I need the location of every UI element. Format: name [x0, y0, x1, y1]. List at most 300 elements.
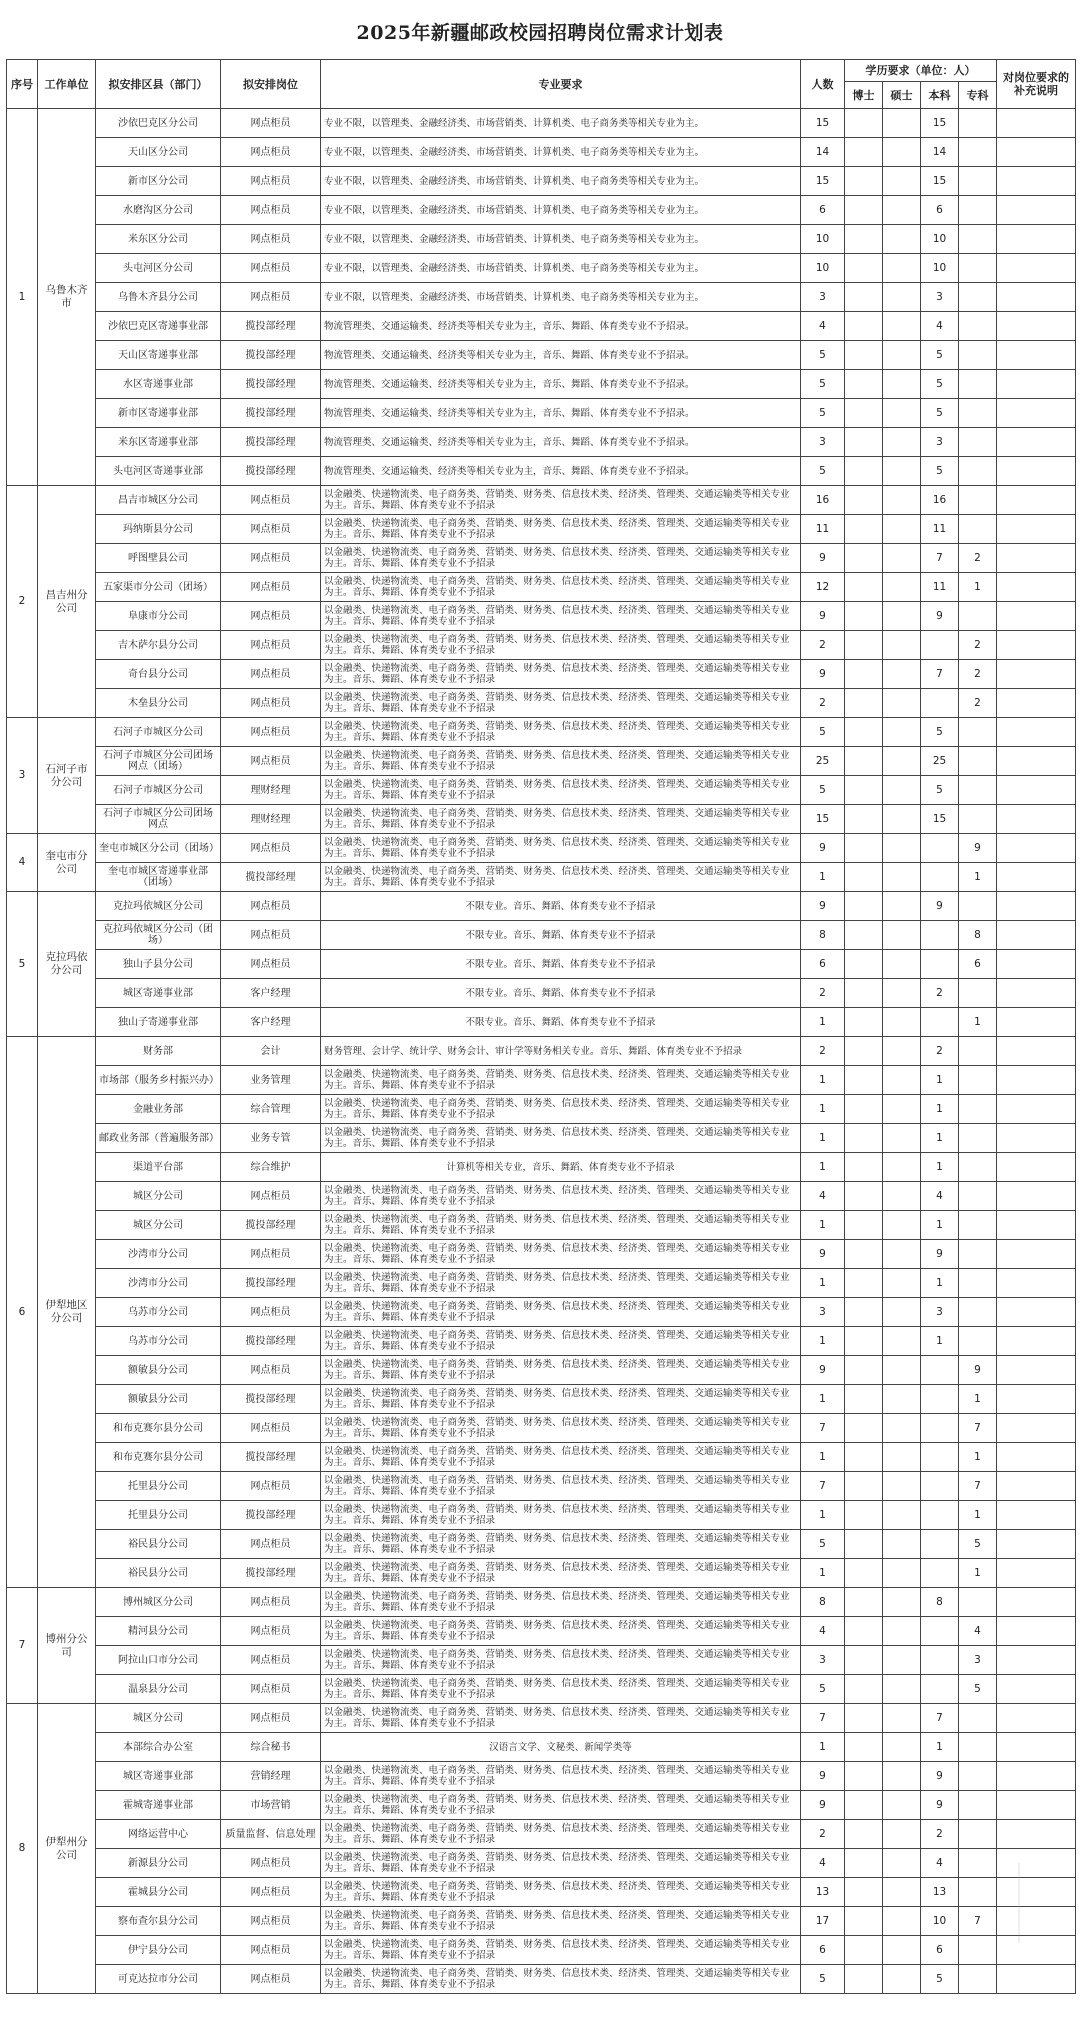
table-row — [7, 1182, 1076, 1211]
row-college — [959, 1704, 997, 1733]
row-bachelor: 25 — [921, 747, 959, 776]
row-college: 8 — [959, 921, 997, 950]
row-post: 网点柜员 — [221, 950, 321, 979]
row-seq: 3 — [7, 718, 38, 834]
row-note — [997, 1385, 1076, 1414]
row-dept: 网络运营中心 — [96, 1820, 221, 1849]
row-unit: 奎屯市分公司 — [38, 834, 96, 892]
row-note — [997, 1124, 1076, 1153]
row-phd — [845, 312, 883, 341]
row-note — [997, 428, 1076, 457]
row-college — [959, 1762, 997, 1791]
row-master — [883, 515, 921, 544]
row-college — [959, 1269, 997, 1298]
row-post: 网点柜员 — [221, 631, 321, 660]
row-bachelor — [921, 1646, 959, 1675]
row-college — [959, 399, 997, 428]
row-post: 网点柜员 — [221, 1646, 321, 1675]
row-post: 网点柜员 — [221, 834, 321, 863]
row-master — [883, 428, 921, 457]
row-count: 9 — [801, 544, 845, 573]
row-major: 计算机等相关专业，音乐、舞蹈、体育类专业不予招录 — [321, 1153, 801, 1182]
row-phd — [845, 1878, 883, 1907]
row-major: 以金融类、快递物流类、电子商务类、营销类、财务类、信息技术类、经济类、管理类、交通运输类等相关专业为主。音乐、舞蹈、体育类专业不予招录 — [321, 1559, 801, 1588]
row-master — [883, 631, 921, 660]
row-count: 7 — [801, 1414, 845, 1443]
row-phd — [845, 1559, 883, 1588]
row-note — [997, 1762, 1076, 1791]
table-row — [7, 254, 1076, 283]
row-post: 网点柜员 — [221, 109, 321, 138]
row-master — [883, 1849, 921, 1878]
row-bachelor — [921, 834, 959, 863]
row-note — [997, 1965, 1076, 1994]
row-major: 专业不限，以管理类、金融经济类、市场营销类、计算机类、电子商务类等相关专业为主。 — [321, 225, 801, 254]
row-college — [959, 1037, 997, 1066]
row-bachelor: 2 — [921, 1820, 959, 1849]
row-post: 网点柜员 — [221, 892, 321, 921]
row-note — [997, 515, 1076, 544]
row-major: 专业不限，以管理类、金融经济类、市场营销类、计算机类、电子商务类等相关专业为主。 — [321, 283, 801, 312]
row-phd — [845, 399, 883, 428]
row-college: 2 — [959, 660, 997, 689]
row-count: 1 — [801, 1066, 845, 1095]
table-row — [7, 1124, 1076, 1153]
row-count: 1 — [801, 1008, 845, 1037]
row-master — [883, 1066, 921, 1095]
row-major: 财务管理、会计学、统计学、财务会计、审计学等财务相关专业。音乐、舞蹈、体育类专业不予招录 — [321, 1037, 801, 1066]
row-major: 以金融类、快递物流类、电子商务类、营销类、财务类、信息技术类、经济类、管理类、交通运输类等相关专业为主。音乐、舞蹈、体育类专业不予招录 — [321, 573, 801, 602]
row-bachelor: 4 — [921, 1849, 959, 1878]
table-row — [7, 1269, 1076, 1298]
row-count: 6 — [801, 950, 845, 979]
row-dept: 霍城寄递事业部 — [96, 1791, 221, 1820]
row-college: 1 — [959, 1443, 997, 1472]
row-post: 网点柜员 — [221, 573, 321, 602]
row-count: 2 — [801, 631, 845, 660]
table-row — [7, 1646, 1076, 1675]
row-post: 网点柜员 — [221, 167, 321, 196]
row-bachelor: 6 — [921, 196, 959, 225]
row-post: 网点柜员 — [221, 1182, 321, 1211]
row-college — [959, 718, 997, 747]
table-row — [7, 196, 1076, 225]
row-major: 专业不限，以管理类、金融经济类、市场营销类、计算机类、电子商务类等相关专业为主。 — [321, 109, 801, 138]
row-major: 以金融类、快递物流类、电子商务类、营销类、财务类、信息技术类、经济类、管理类、交通运输类等相关专业为主。音乐、舞蹈、体育类专业不予招录 — [321, 1182, 801, 1211]
row-college — [959, 1327, 997, 1356]
row-note — [997, 689, 1076, 718]
table-row — [7, 1414, 1076, 1443]
row-major: 以金融类、快递物流类、电子商务类、营销类、财务类、信息技术类、经济类、管理类、交通运输类等相关专业为主。音乐、舞蹈、体育类专业不予招录 — [321, 863, 801, 892]
row-dept: 城区分公司 — [96, 1211, 221, 1240]
row-count: 9 — [801, 834, 845, 863]
row-dept: 五家渠市分公司（团场） — [96, 573, 221, 602]
header-master: 硕士 — [883, 82, 921, 109]
row-count: 9 — [801, 1762, 845, 1791]
row-phd — [845, 138, 883, 167]
row-master — [883, 196, 921, 225]
row-dept: 克拉玛依城区分公司 — [96, 892, 221, 921]
row-note — [997, 312, 1076, 341]
row-note — [997, 718, 1076, 747]
table-body — [7, 109, 1076, 1994]
row-major: 以金融类、快递物流类、电子商务类、营销类、财务类、信息技术类、经济类、管理类、交通运输类等相关专业为主。音乐、舞蹈、体育类专业不予招录 — [321, 1530, 801, 1559]
row-post: 揽投部经理 — [221, 1385, 321, 1414]
row-count: 25 — [801, 747, 845, 776]
row-count: 9 — [801, 1240, 845, 1269]
row-count: 1 — [801, 1501, 845, 1530]
row-major: 以金融类、快递物流类、电子商务类、营销类、财务类、信息技术类、经济类、管理类、交通运输类等相关专业为主。音乐、舞蹈、体育类专业不予招录 — [321, 602, 801, 631]
table-row — [7, 689, 1076, 718]
table-row — [7, 1240, 1076, 1269]
row-major: 不限专业。音乐、舞蹈、体育类专业不予招录 — [321, 1008, 801, 1037]
row-post: 揽投部经理 — [221, 1559, 321, 1588]
row-note — [997, 631, 1076, 660]
table-row — [7, 341, 1076, 370]
header-seq: 序号 — [7, 60, 38, 109]
row-phd — [845, 283, 883, 312]
row-bachelor — [921, 1414, 959, 1443]
row-dept: 石河子市城区分公司 — [96, 776, 221, 805]
row-bachelor — [921, 1617, 959, 1646]
row-phd — [845, 1124, 883, 1153]
row-college — [959, 109, 997, 138]
row-count: 13 — [801, 1878, 845, 1907]
row-dept: 和布克赛尔县分公司 — [96, 1443, 221, 1472]
row-count: 1 — [801, 1269, 845, 1298]
row-phd — [845, 109, 883, 138]
row-master — [883, 1646, 921, 1675]
row-college — [959, 254, 997, 283]
row-dept: 米东区寄递事业部 — [96, 428, 221, 457]
row-dept: 城区分公司 — [96, 1704, 221, 1733]
row-post: 网点柜员 — [221, 689, 321, 718]
table-row — [7, 1501, 1076, 1530]
row-master — [883, 1704, 921, 1733]
row-note — [997, 196, 1076, 225]
row-phd — [845, 1820, 883, 1849]
row-phd — [845, 1385, 883, 1414]
row-dept: 奎屯市城区寄递事业部（团场） — [96, 863, 221, 892]
row-dept: 本部综合办公室 — [96, 1733, 221, 1762]
row-bachelor: 1 — [921, 1095, 959, 1124]
row-major: 以金融类、快递物流类、电子商务类、营销类、财务类、信息技术类、经济类、管理类、交通运输类等相关专业为主。音乐、舞蹈、体育类专业不予招录 — [321, 718, 801, 747]
row-dept: 裕民县分公司 — [96, 1530, 221, 1559]
row-college — [959, 1211, 997, 1240]
row-count: 9 — [801, 602, 845, 631]
row-phd — [845, 631, 883, 660]
header-dept: 拟安排区县（部门） — [96, 60, 221, 109]
row-master — [883, 1965, 921, 1994]
header-post: 拟安排岗位 — [221, 60, 321, 109]
row-note — [997, 1559, 1076, 1588]
row-major: 以金融类、快递物流类、电子商务类、营销类、财务类、信息技术类、经济类、管理类、交通运输类等相关专业为主。音乐、舞蹈、体育类专业不予招录 — [321, 1414, 801, 1443]
row-post: 网点柜员 — [221, 138, 321, 167]
row-post: 网点柜员 — [221, 1356, 321, 1385]
row-post: 网点柜员 — [221, 747, 321, 776]
row-count: 1 — [801, 1443, 845, 1472]
row-dept: 木垒县分公司 — [96, 689, 221, 718]
header-note: 对岗位要求的补充说明 — [997, 60, 1076, 109]
row-master — [883, 689, 921, 718]
row-major: 以金融类、快递物流类、电子商务类、营销类、财务类、信息技术类、经济类、管理类、交通运输类等相关专业为主。音乐、舞蹈、体育类专业不予招录 — [321, 1820, 801, 1849]
row-count: 6 — [801, 196, 845, 225]
row-phd — [845, 689, 883, 718]
row-phd — [845, 254, 883, 283]
row-note — [997, 544, 1076, 573]
row-phd — [845, 1066, 883, 1095]
row-dept: 米东区分公司 — [96, 225, 221, 254]
header-phd: 博士 — [845, 82, 883, 109]
row-phd — [845, 1414, 883, 1443]
row-count: 9 — [801, 892, 845, 921]
table-row — [7, 1095, 1076, 1124]
table-row — [7, 1965, 1076, 1994]
row-count: 5 — [801, 399, 845, 428]
row-master — [883, 370, 921, 399]
row-count: 3 — [801, 283, 845, 312]
table-row — [7, 1907, 1076, 1936]
row-major: 以金融类、快递物流类、电子商务类、营销类、财务类、信息技术类、经济类、管理类、交通运输类等相关专业为主。音乐、舞蹈、体育类专业不予招录 — [321, 544, 801, 573]
row-post: 网点柜员 — [221, 544, 321, 573]
row-note — [997, 1153, 1076, 1182]
row-master — [883, 254, 921, 283]
table-row — [7, 1211, 1076, 1240]
table-row — [7, 1733, 1076, 1762]
row-college — [959, 1965, 997, 1994]
row-college: 9 — [959, 834, 997, 863]
row-college — [959, 1095, 997, 1124]
row-college — [959, 225, 997, 254]
row-master — [883, 1240, 921, 1269]
row-college — [959, 1124, 997, 1153]
row-count: 10 — [801, 225, 845, 254]
row-major: 以金融类、快递物流类、电子商务类、营销类、财务类、信息技术类、经济类、管理类、交通运输类等相关专业为主。音乐、舞蹈、体育类专业不予招录 — [321, 1327, 801, 1356]
row-master — [883, 892, 921, 921]
row-phd — [845, 834, 883, 863]
row-master — [883, 1037, 921, 1066]
row-post: 网点柜员 — [221, 1414, 321, 1443]
row-college: 1 — [959, 863, 997, 892]
row-phd — [845, 1472, 883, 1501]
row-bachelor — [921, 921, 959, 950]
table-row — [7, 805, 1076, 834]
row-phd — [845, 167, 883, 196]
row-college — [959, 1936, 997, 1965]
header-college: 专科 — [959, 82, 997, 109]
row-phd — [845, 1153, 883, 1182]
row-dept: 呼图壁县公司 — [96, 544, 221, 573]
row-major: 以金融类、快递物流类、电子商务类、营销类、财务类、信息技术类、经济类、管理类、交通运输类等相关专业为主。音乐、舞蹈、体育类专业不予招录 — [321, 747, 801, 776]
row-count: 6 — [801, 1936, 845, 1965]
row-post: 揽投部经理 — [221, 370, 321, 399]
row-dept: 伊宁县分公司 — [96, 1936, 221, 1965]
row-master — [883, 602, 921, 631]
row-phd — [845, 1008, 883, 1037]
row-master — [883, 776, 921, 805]
header-edu-group: 学历要求（单位：人） — [845, 60, 997, 82]
row-college — [959, 892, 997, 921]
row-master — [883, 1936, 921, 1965]
row-phd — [845, 660, 883, 689]
row-college — [959, 979, 997, 1008]
row-note — [997, 834, 1076, 863]
row-bachelor: 1 — [921, 1327, 959, 1356]
table-row — [7, 660, 1076, 689]
row-post: 揽投部经理 — [221, 428, 321, 457]
row-phd — [845, 1907, 883, 1936]
row-count: 4 — [801, 1849, 845, 1878]
row-dept: 邮政业务部（普遍服务部） — [96, 1124, 221, 1153]
table-row — [7, 1443, 1076, 1472]
row-master — [883, 1791, 921, 1820]
row-major: 物流管理类、交通运输类、经济类等相关专业为主，音乐、舞蹈、体育类专业不予招录。 — [321, 370, 801, 399]
row-master — [883, 863, 921, 892]
table-row — [7, 1066, 1076, 1095]
row-post: 网点柜员 — [221, 196, 321, 225]
row-seq: 2 — [7, 486, 38, 718]
row-phd — [845, 1588, 883, 1617]
row-college: 3 — [959, 1646, 997, 1675]
row-college: 7 — [959, 1907, 997, 1936]
header-unit: 工作单位 — [38, 60, 96, 109]
table-row — [7, 602, 1076, 631]
row-bachelor: 13 — [921, 1878, 959, 1907]
row-note — [997, 892, 1076, 921]
row-note — [997, 167, 1076, 196]
row-post: 网点柜员 — [221, 602, 321, 631]
row-major: 以金融类、快递物流类、电子商务类、营销类、财务类、信息技术类、经济类、管理类、交通运输类等相关专业为主。音乐、舞蹈、体育类专业不予招录 — [321, 1124, 801, 1153]
row-unit: 博州分公司 — [38, 1588, 96, 1704]
row-bachelor: 7 — [921, 660, 959, 689]
row-dept: 可克达拉市分公司 — [96, 1965, 221, 1994]
row-bachelor: 1 — [921, 1733, 959, 1762]
row-bachelor: 11 — [921, 515, 959, 544]
row-note — [997, 1327, 1076, 1356]
row-note — [997, 1414, 1076, 1443]
row-post: 网点柜员 — [221, 225, 321, 254]
row-master — [883, 486, 921, 515]
table-row — [7, 1530, 1076, 1559]
row-post: 揽投部经理 — [221, 1327, 321, 1356]
table-row — [7, 747, 1076, 776]
row-bachelor: 3 — [921, 1298, 959, 1327]
row-major: 专业不限，以管理类、金融经济类、市场营销类、计算机类、电子商务类等相关专业为主。 — [321, 196, 801, 225]
row-major: 以金融类、快递物流类、电子商务类、营销类、财务类、信息技术类、经济类、管理类、交通运输类等相关专业为主。音乐、舞蹈、体育类专业不予招录 — [321, 1675, 801, 1704]
row-count: 11 — [801, 515, 845, 544]
row-seq: 8 — [7, 1704, 38, 1994]
row-post: 网点柜员 — [221, 718, 321, 747]
row-dept: 天山区寄递事业部 — [96, 341, 221, 370]
table-row — [7, 370, 1076, 399]
row-phd — [845, 1037, 883, 1066]
row-note — [997, 486, 1076, 515]
row-phd — [845, 544, 883, 573]
row-dept: 沙依巴克区寄递事业部 — [96, 312, 221, 341]
row-major: 以金融类、快递物流类、电子商务类、营销类、财务类、信息技术类、经济类、管理类、交通运输类等相关专业为主。音乐、舞蹈、体育类专业不予招录 — [321, 689, 801, 718]
row-count: 2 — [801, 1820, 845, 1849]
row-major: 以金融类、快递物流类、电子商务类、营销类、财务类、信息技术类、经济类、管理类、交通运输类等相关专业为主。音乐、舞蹈、体育类专业不予招录 — [321, 1443, 801, 1472]
row-college: 1 — [959, 1501, 997, 1530]
row-seq: 4 — [7, 834, 38, 892]
row-bachelor — [921, 863, 959, 892]
row-count: 9 — [801, 1356, 845, 1385]
row-bachelor: 9 — [921, 1240, 959, 1269]
row-master — [883, 921, 921, 950]
row-major: 以金融类、快递物流类、电子商务类、营销类、财务类、信息技术类、经济类、管理类、交通运输类等相关专业为主。音乐、舞蹈、体育类专业不予招录 — [321, 834, 801, 863]
row-phd — [845, 979, 883, 1008]
table-row — [7, 1675, 1076, 1704]
row-master — [883, 950, 921, 979]
row-master — [883, 1269, 921, 1298]
row-count: 4 — [801, 312, 845, 341]
row-major: 以金融类、快递物流类、电子商务类、营销类、财务类、信息技术类、经济类、管理类、交通运输类等相关专业为主。音乐、舞蹈、体育类专业不予招录 — [321, 1385, 801, 1414]
row-count: 2 — [801, 979, 845, 1008]
row-dept: 昌吉市城区分公司 — [96, 486, 221, 515]
row-bachelor: 10 — [921, 1907, 959, 1936]
row-phd — [845, 1646, 883, 1675]
row-major: 以金融类、快递物流类、电子商务类、营销类、财务类、信息技术类、经济类、管理类、交通运输类等相关专业为主。音乐、舞蹈、体育类专业不予招录 — [321, 1095, 801, 1124]
row-college — [959, 515, 997, 544]
row-major: 以金融类、快递物流类、电子商务类、营销类、财务类、信息技术类、经济类、管理类、交通运输类等相关专业为主。音乐、舞蹈、体育类专业不予招录 — [321, 805, 801, 834]
row-college: 6 — [959, 950, 997, 979]
row-bachelor — [921, 1675, 959, 1704]
row-post: 揽投部经理 — [221, 1211, 321, 1240]
table-row — [7, 631, 1076, 660]
row-post: 综合维护 — [221, 1153, 321, 1182]
row-unit: 克拉玛依分公司 — [38, 892, 96, 1037]
row-major: 以金融类、快递物流类、电子商务类、营销类、财务类、信息技术类、经济类、管理类、交通运输类等相关专业为主。音乐、舞蹈、体育类专业不予招录 — [321, 1240, 801, 1269]
row-phd — [845, 1182, 883, 1211]
row-post: 理财经理 — [221, 776, 321, 805]
row-dept: 裕民县分公司 — [96, 1559, 221, 1588]
table-row — [7, 515, 1076, 544]
row-phd — [845, 921, 883, 950]
table-row — [7, 863, 1076, 892]
row-bachelor: 3 — [921, 283, 959, 312]
row-note — [997, 1066, 1076, 1095]
row-major: 物流管理类、交通运输类、经济类等相关专业为主，音乐、舞蹈、体育类专业不予招录。 — [321, 341, 801, 370]
table-row — [7, 1820, 1076, 1849]
row-post: 揽投部经理 — [221, 341, 321, 370]
row-note — [997, 1704, 1076, 1733]
row-seq: 5 — [7, 892, 38, 1037]
row-count: 3 — [801, 428, 845, 457]
row-post: 揽投部经理 — [221, 1443, 321, 1472]
row-phd — [845, 1965, 883, 1994]
row-bachelor: 4 — [921, 1182, 959, 1211]
row-unit: 乌鲁木齐市 — [38, 109, 96, 486]
table-row — [7, 1472, 1076, 1501]
row-bachelor: 5 — [921, 370, 959, 399]
row-college — [959, 283, 997, 312]
row-master — [883, 1559, 921, 1588]
row-bachelor: 1 — [921, 1124, 959, 1153]
table-row — [7, 109, 1076, 138]
row-major: 不限专业。音乐、舞蹈、体育类专业不予招录 — [321, 892, 801, 921]
row-master — [883, 1298, 921, 1327]
row-college — [959, 138, 997, 167]
row-note — [997, 1269, 1076, 1298]
row-note — [997, 863, 1076, 892]
table-row — [7, 312, 1076, 341]
row-post: 网点柜员 — [221, 1530, 321, 1559]
row-major: 以金融类、快递物流类、电子商务类、营销类、财务类、信息技术类、经济类、管理类、交通运输类等相关专业为主。音乐、舞蹈、体育类专业不予招录 — [321, 1965, 801, 1994]
row-count: 15 — [801, 805, 845, 834]
row-bachelor: 5 — [921, 341, 959, 370]
row-college — [959, 428, 997, 457]
row-note — [997, 921, 1076, 950]
